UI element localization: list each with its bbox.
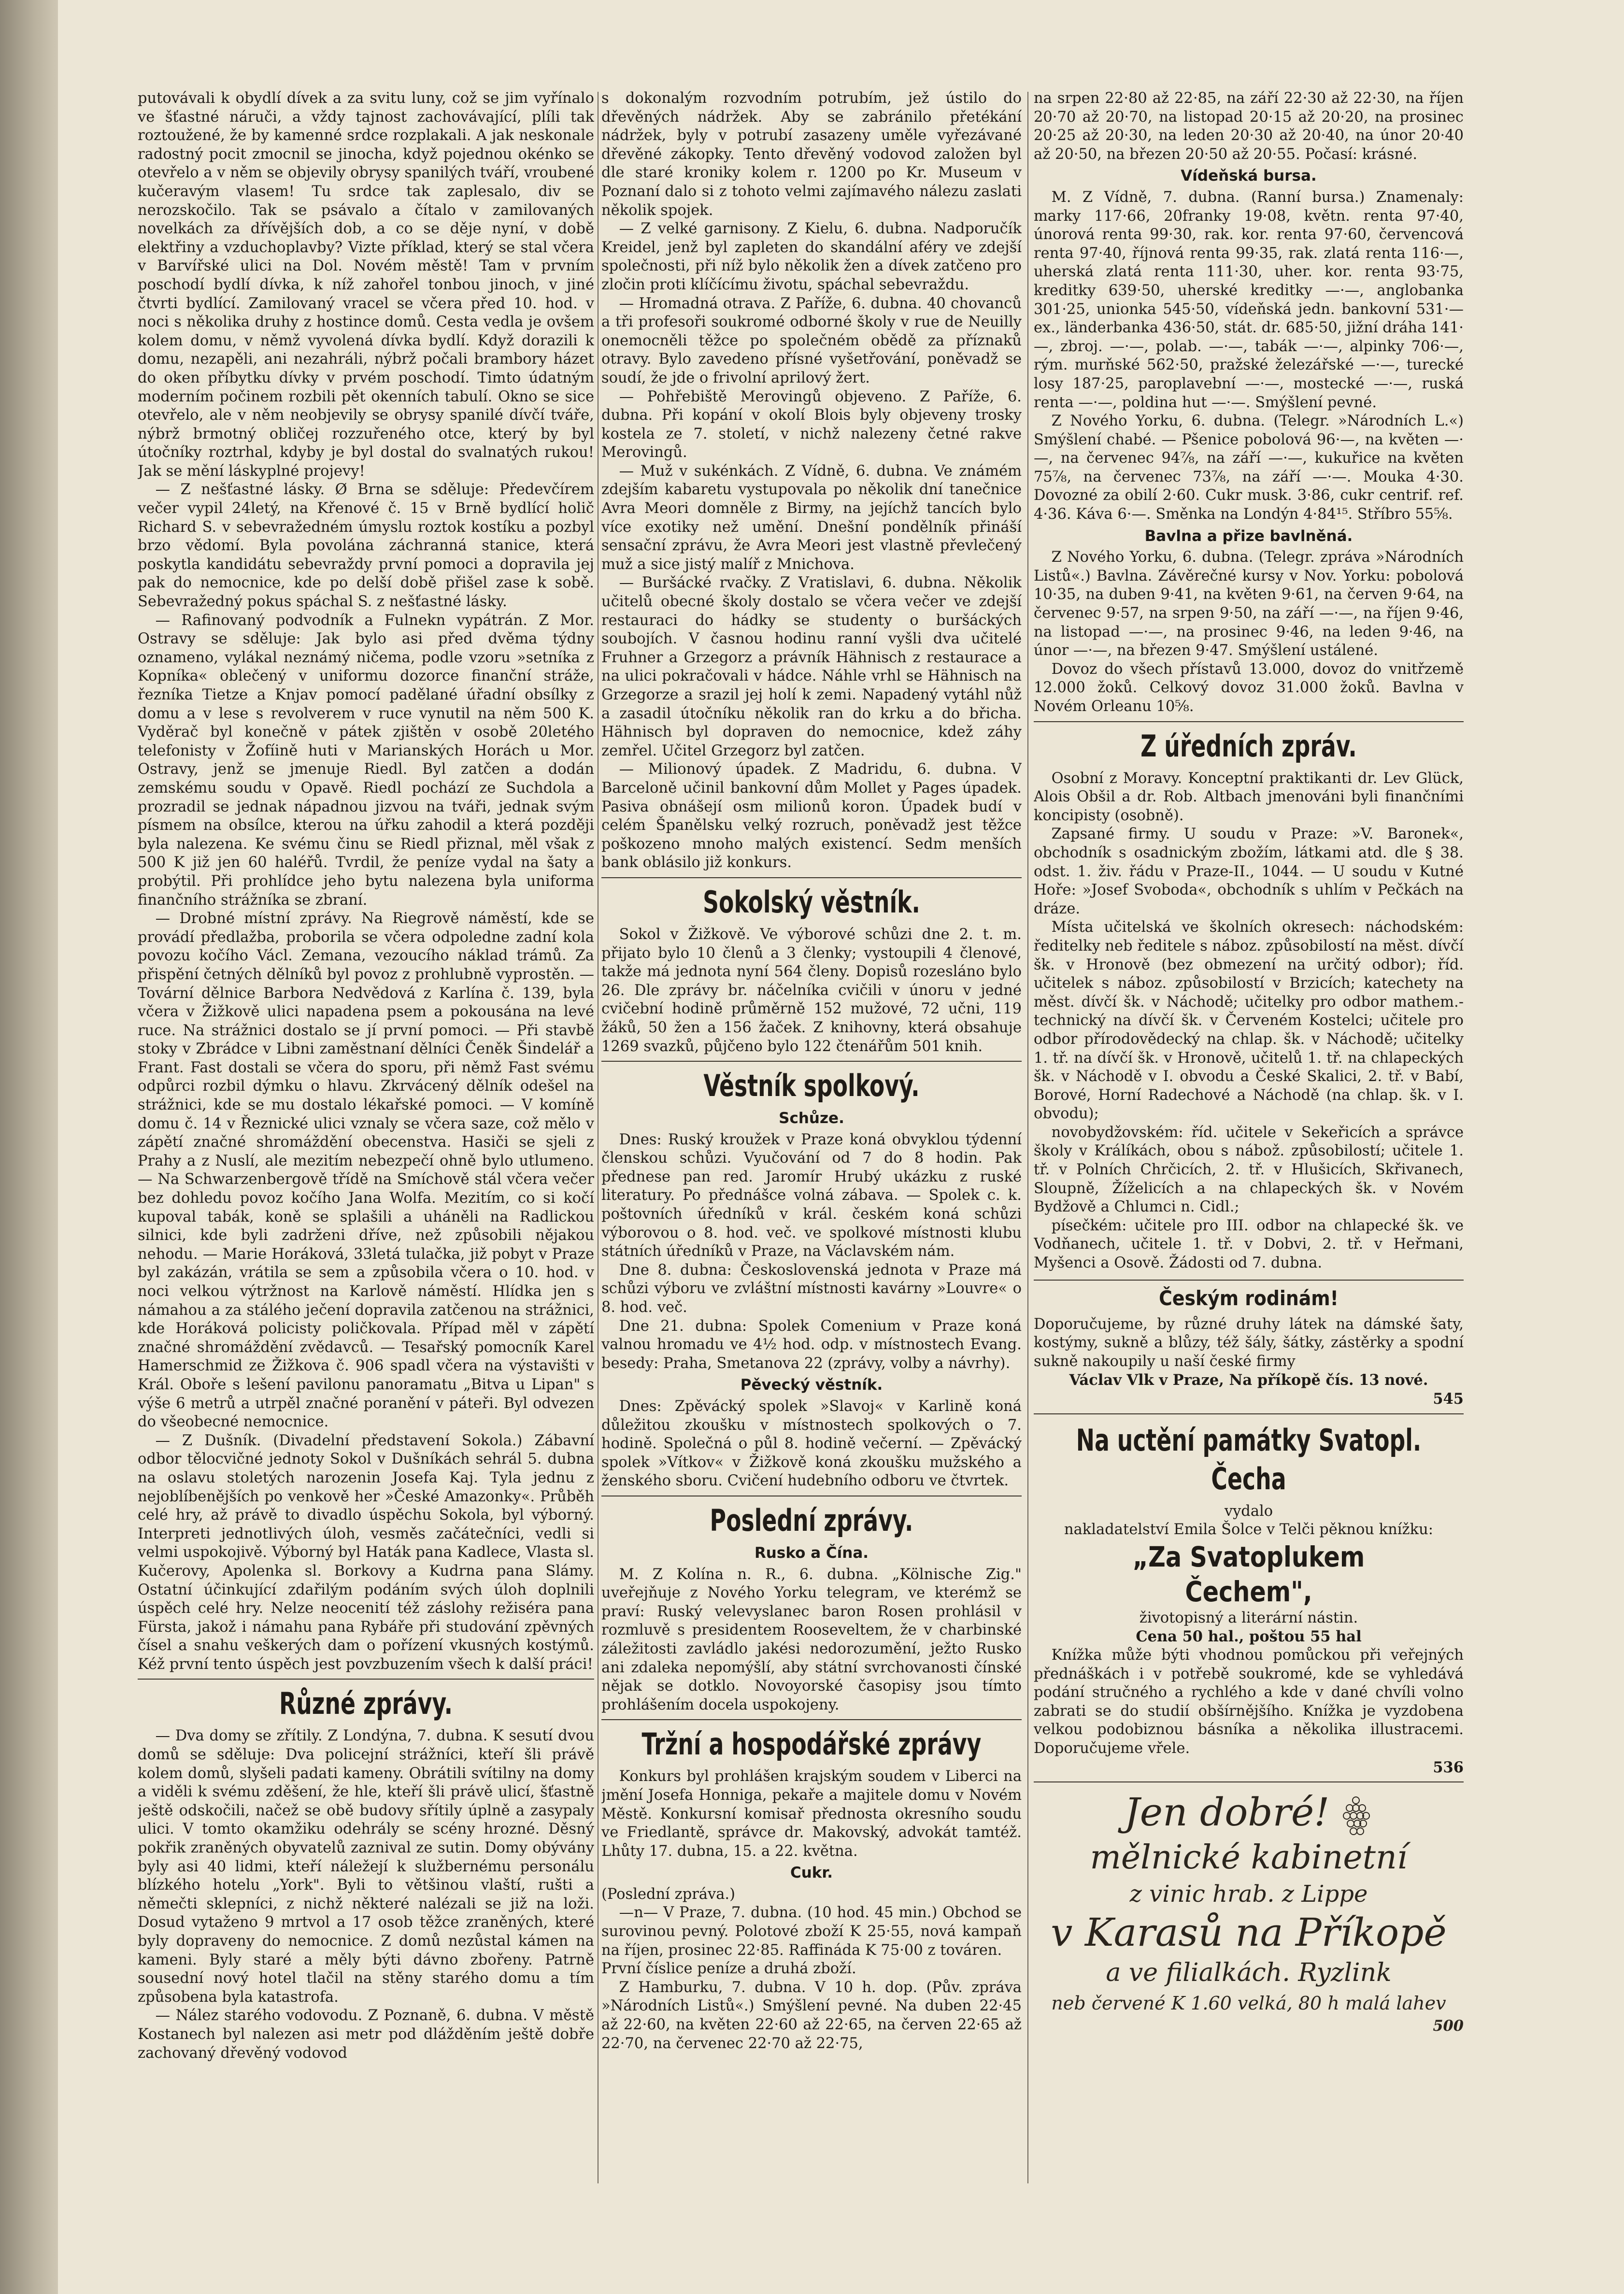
centered-note: První číslice peníze a druhá zboží.	[601, 1960, 856, 1978]
article-paragraph: novobydžovském: říd. učitele v Sekeřicích a správce školy v Králíkách, obou s nábož. způsobilostí; učitele 1. tř. v Polních Chrčicích, 2. tř. v Hlušicích, Skřivanech, Sloupně, Žíželicích a na chlapeckých šk. v Novém Bydžově a Chlumci n. Cidl.;	[1034, 1124, 1464, 1216]
divider	[1034, 1413, 1464, 1414]
article-paragraph: Dnes: Zpěvácký spolek »Slavoj« v Karlině koná důležitou zkoušku v místnostech spolkových o 7. hodině. Společná o půl 8. hodině večerní. — Zpěvácký spolek »Vítkov« v Žižkově koná zkoušku mužského a ženského sboru. Cvičení hudebního odboru ve čtvrtek.	[601, 1398, 1022, 1490]
ad-ceskym-rodinam	[1034, 1280, 1464, 1414]
ad-line: a ve filialkách. Ryzlink	[1106, 1958, 1392, 1988]
subheading: Vídeňská bursa.	[1181, 167, 1317, 185]
article-paragraph: s dokonalým rozvodním potrubím, jež ústilo do dřevěných nádržek. Aby se zabránilo přetékání nádržek, byly v potrubí zasazeny uměle vyřezávané dřevěné zákopky. Tento dřevěný vodovod založen byl dle staré kroniky kolem r. 1200 po Kr. Museum v Poznaní dalo si z tohoto velmi zajímavého nálezu zaslati několik spojek.	[601, 90, 1022, 219]
article-paragraph: Dne 21. dubna: Spolek Comenium v Praze koná valnou hromadu ve 4½ hod. odp. v místnostech Evang. besedy: Praha, Smetanova 22 (zprávy, volby a návrhy).	[601, 1317, 1022, 1372]
divider	[601, 1061, 1022, 1062]
ad-line: v Karasů na Příkopě	[1051, 1910, 1447, 1955]
grapes-icon	[1339, 1794, 1373, 1837]
article-paragraph: na srpen 22·80 až 22·85, na září 22·30 až 22·30, na říjen 20·70 až 20·70, na listopad 20·15 až 20·20, na prosinec 20·25 až 20·30, na leden 20·30 až 20·40, na únor 20·40 až 20·50, na březen 20·50 až 20·55. Počasí: krásné.	[1034, 90, 1464, 163]
article-paragraph: Z Nového Yorku, 6. dubna. (Telegr. »Národních L.«) Smýšlení chabé. — Pšenice pobolová 96·—, na květen —·—, na červenec 94⅞, na září —·—, kukuřice na květen 75⅞, na červenec 73⅞, na září —·—. Mouka 4·30. Dovozné za obilí 2·60. Cukr musk. 3·86, cukr centrif. ref. 4·36. Káva 6·—. Směnka na Londýn 4·84¹⁵. Stříbro 55⅝.	[1034, 413, 1464, 523]
ad-title: Českým rodinám!	[1159, 1286, 1339, 1310]
section-heading: Sokolský věstník.	[703, 884, 920, 920]
subheading: Bavlna a přize bavlněná.	[1144, 527, 1353, 545]
article-paragraph: — Rafinovaný podvodník a Fulnekn vypátrán. Z Mor. Ostravy se sděluje: Jak bylo asi před dvěma týdny oznameno, vylákal neznámý ničema, podle vzoru »setníka z Kopníka« oblečený v uniformu dozorce finanční stráže, řezníka Tietze a Knjav pomocí padělané úřadní obsílky z domu a v lese s revolverem v ruce vynutil na něm 500 K. Vyděrač byl konečně v pátek zjištěn v osobě 20letého telefonisty v Žofíině huti v Marianských Horách u Mor. Ostravy, jenž se jmenuje Riedl. Byl zatčen a dodán zemskému soudu v Opavě. Riedl pochází ze Suchdola a prozradil se jednak nápadnou jizvou na tváři, jednak svým písmem na obsílce, kterou na úřku zahodil a která později byla nalezena. Ke svému činu se Riedl přiznal, měl však z 500 K již jen 60 haléřů. Tvrdil, že peníze vydal na šaty a probýtil. Při prohlídce jeho bytu nalezena byla uniforma finančního strážníka se zbraní.	[138, 612, 594, 909]
article-paragraph: — Dva domy se zřítily. Z Londýna, 7. dubna. K sesutí dvou domů se sděluje: Dva policejní strážníci, kteří šli právě kolem domů, slyšeli padati kameny. Obrátili svítilny na domy a viděli k svému zděšení, že hle, kteří šli právě ulicí, šťastně ještě odskočili, načež se obě budovy sřítily úplně a zasypaly ulici. V tomto okamžiku odehrály se scény hrozné. Děsný pokřik zraněných obyvatelů zaznival ze sutin. Domy obývány byly asi 40 lidmi, kteří náležejí k službernému personálu blízkého hotelu „York". Byli to většinou vlaští, rušti a němečti sklepníci, z nichž některé nalézali se již na loži. Dosud vytaženo 9 mrtvol a 17 osob těžce zraněných, které byly dopraveny do nemocnice. Z domů nezůstal kámen na kameni. Byly staré a měly býti dávno zbořeny. Patrně sousední nový hotel tlačil na stěny starého domu a tím způsobena byla katastrofa.	[138, 1727, 594, 2006]
article-paragraph: Z Nového Yorku, 6. dubna. (Telegr. zpráva »Národních Listů«.) Bavlna. Závěrečné kursy v Nov. Yorku: pobolová 10·35, na duben 9·41, na květen 9·61, na červen 9·64, na červenec 9·57, na srpen 9·50, na září —·—, na říjen 9·46, na listopad —·—, na prosinec 9·46, na leden 9·46, na únor —·—, na březen 9·47. Smýšlení ustálené.	[1034, 549, 1464, 659]
section-heading: Poslední zprávy.	[710, 1502, 913, 1538]
article-paragraph: — Z velké garnisony. Z Kielu, 6. dubna. Nadporučík Kreidel, jenž byl zapleten do skandální aféry ve zdejší společnosti, při níž bylo několik žen a dívek zatčeno pro zločin proti klíčícímu životu, spáchal sebevraždu.	[601, 220, 1022, 293]
article-paragraph: — Drobné místní zprávy. Na Riegrově náměstí, kde se provádí předlažba, proborila se včera odpoledne zadní kola povozu kočího Václ. Zemana, vezoucího náklad trámů. Za přispění četných dělníků byl povoz z prohlubně vyprostěn. — Tovární dělnice Barbora Nedvědová z Karlína č. 139, byla včera v Žižkově ulici napadena psem a pokousána na levé ruce. Na strážnici dostalo se jí první pomoci. — Při stavbě stoky v Zbrádce v Libni zaměstnaní dělníci Čeněk Šindelář a Frant. Fast dostali se včera do sporu, při němž Fast svému odpůrci rozbil dýmku o hlavu. Zkrvácený dělník odešel na strážnici, kde se mu dostalo lékařské pomoci. — V komíně domu č. 14 v Řeznické ulici vznaly se včera saze, což mělo v zápětí značné shromáždění obecenstva. Hasiči se sjeli z Prahy a z Nuslí, ale mezitím nebezpečí ohně bylo utlumeno. — Na Schwarzenbergově třídě na Smíchově stál včera večer bez dohledu povoz kočího Jana Wolfa. Mezitím, co si kočí kupoval tabák, koně se splašili a uháněli na Radlickou silnici, kde byli zadrženi dříve, než způsobili nějakou nehodu. — Marie Horáková, 33letá tulačka, již pobyt v Praze byl zakázán, vrátila se sem a způsobila včera o 10. hod. v noci velkou výtržnost na Karlově náměstí. Hlídka jen s námahou a za stálého ječení dopravila zatčenou na strážnici, kde Horáková policisty poličkovala. Případ měl v zápětí značné shromáždění zvědavců. — Tesařský pomocník Karel Hamerschmid ze Žižkova č. 906 spadl včera na výstavišti v Král. Oboře s lešení pavilonu panoramatu „Bitva u Lipan" s výše 6 metrů a utrpěl značné poranění v páteři. Byl odvezen do všeobecné nemocnice.	[138, 910, 594, 1431]
ad-line: mělnické kabinetní	[1090, 1838, 1408, 1877]
ad-text: Doporučujeme, by různé druhy látek na dámské šaty, kostýmy, sukně a blůzy, též šály, šátky, zástěrky a spodní sukně nakoupily u naší české firmy	[1034, 1315, 1464, 1370]
ad-line: vydalo	[1224, 1502, 1273, 1520]
section-heading: Z úředních zpráv.	[1140, 728, 1357, 764]
article-paragraph: — Hromadná otrava. Z Paříže, 6. dubna. 40 chovanců a tři profesoři soukromé odborné školy v rue de Neuilly onemocněli těžce po společném obědě za příznaků otravy. Bylo zavedeno přísné vyšetřování, poněvadž se soudí, že jde o frivolní aprilový žert.	[601, 295, 1022, 386]
column-rule	[1027, 92, 1028, 2183]
divider	[1034, 1280, 1464, 1281]
subheading: Pěvecký věstník.	[740, 1376, 883, 1394]
article-paragraph: — Nález starého vodovodu. Z Poznaně, 6. dubna. V městě Kostanech byl nalezen asi metr pod dlážděním ještě dobře zachovaný dřevěný vodovod	[138, 2007, 594, 2062]
article-paragraph: Sokol v Žižkově. Ve výborové schůzi dne 2. t. m. přijato bylo 10 členů a 3 členky; vystoupili 4 členové, takže má jednota nyní 564 členy. Dopisů rozesláno bylo 26. Dle zprávy br. náčelníka cvičili v únoru v jedné cvičební hodině průměrně 152 mužové, 72 učni, 119 žáků, 50 žen a 156 žaček. Z knihovny, která obsahuje 1269 svazků, půjčeno bylo 122 čtenářům 501 knih.	[601, 926, 1022, 1055]
ad-number: 500	[1433, 2017, 1464, 2035]
divider	[1034, 721, 1464, 722]
article-paragraph: Místa učitelská ve školních okresech: náchodském: ředitelky neb ředitele s náboz. způsobilostí na měst. dívčí šk. v Hronově (bez obmezení na určitý odbor); říd. učitelek s náboz. způsobilostí v Brzicích; katechety na měst. dívčí šk. v Náchodě; učitelky pro odbor mathem.-technický na dívčí šk. v Červeném Kostelci; učitele pro odbor přírodovědecký na chlap. šk. v Náchodě; učitelky 1. tř. na dívčí šk. v Hronově, učitelů 1. tř. na chlapeckých šk. v Náchodě v I. obvodu a České Skalici, 2. tř. v Babí, Borové, Horní Radechové a Náchodě (na chlap. šk. v I. obvodu);	[1034, 919, 1464, 1123]
article-paragraph: M. Z Kolína n. R., 6. dubna. „Kölnische Zig." uveřejňuje z Nového Yorku telegram, ve kterémž se praví: Ruský velevyslanec baron Rosen prohlásil v rozmluvě s presidentem Rooseveltem, že v charbinské záležitosti zavládlo jakési nedorozumění, ježto Rusko ani zdaleka nepomýšlí, aby státní svrchovanosti čínské nějak se dotklo. Novoyorské časopisy jsou tímto prohlášením docela uspokojeny.	[601, 1566, 1022, 1713]
article-paragraph: putovávali k obydlí dívek a za svitu luny, což se jim vyřínalo ve šťastné náruči, a vždy tajnost zachovávající, plíli tak roztoužené, že by kamenné srdce rozplakali. A jak neskonale radostný pocit zmocnil se jinocha, když pojednou okénko se otevřelo a v něm se objevily obrysy spanilých tváří, vroubené kučeravým vlasem! Tu srdce tak zaplesalo, div se nerozskočilo. Tak se psávalo a čítalo v zamilovaných novelkách za dřívějších dob, a co se děje nyní, v době elektřiny a vzduchoplavby? Vizte příklad, který se stal včera v Barvířské ulici na Dol. Novém městě! Tam v prvním poschodí bydlí dívka, k níž zahořel tonbou jinoch, v jiné čtvrti bydlící. Zamilovaný vracel se včera před 10. hod. v noci s několika druhy z hostince domů. Cesta vedla je ovšem kolem domu, v němž vyvolená dívka bydlí. Když dorazili k domu, nezapěli, ani nezahráli, nýbrž počali brambory házet do oken příbytku dívky v prvém poschodí. Timto údatným moderním počinem rozbili pět okenních tabulí. Okno se sice otevřelo, ale v něm neobjevily se obrysy spanilé dívčí tváře, nýbrž brmotný obličej rozzuřeného otce, který by byl útočníky roztrhal, kdyby je byl dostal do svalnatých rukou! Jak se mění láskyplné projevy!	[138, 90, 594, 480]
ad-line: z vinic hrab. z Lippe	[1129, 1881, 1368, 1908]
ad-line: životopisný a literární nástin.	[1139, 1609, 1358, 1626]
article-paragraph: — Muž v sukénkách. Z Vídně, 6. dubna. Ve známém zdejším kabaretu vystupovala po několik dní tanečnice Avra Meori domněle z Birmy, na jejíchž tancích bylo více exotiky než umění. Dnešní pondělník přináší sensační zprávu, že Avra Meori jest vlastně převlečený muž a sice jistý malíř z Mnichova.	[601, 462, 1022, 573]
ad-line: nakladatelství Emila Šolce v Telči pěknou knížku:	[1064, 1521, 1433, 1539]
article-paragraph: — Buršácké rvačky. Z Vratislavi, 6. dubna. Několik učitelů obecné školy dostalo se včera večer ve zdejší restauraci do hádky se studenty o buršáckých soubojích. V časnou hodinu ranní vyšli dva učitelé Fruhner a Grzegorz a právník Hähnisch z restaurace a na ulici pokračovali v hádce. Náhle vrhl se Hähnisch na Grzegorze a srazil jej holí k zemi. Napadený vytáhl nůž a zasadil útočníku několik ran do krku a do břicha. Hähnisch byl dopraven do nemocnice, kdež záhy zemřel. Učitel Grzegorz byl zatčen.	[601, 574, 1022, 759]
article-paragraph: — Milionový úpadek. Z Madridu, 6. dubna. V Barceloně učinil bankovní dům Mollet y Pages úpadek. Pasiva obnášejí osm milionů koron. Úpadek budí v celém Španělsku velký rozruch, poněvadž jest těžce poškozeno mnoho malých existencí. Sedm menších bank oblásilo již konkurs.	[601, 761, 1022, 871]
article-paragraph: M. Z Vídně, 7. dubna. (Ranní bursa.) Znamenaly: marky 117·66, 20franky 19·08, květn. renta 97·40, únorová renta 99·30, rak. kor. renta 97·60, červencová renta 97·40, říjnová renta 99·35, rak. zlatá renta 116·—, uherská zlatá renta 111·30, uher. kor. renta 93·75, kreditky 639·50, uherské kreditky —·—, anglobanka 301·25, unionka 545·50, vídeňská jedn. bankovní 531·— ex., länderbanka 436·50, stát. dr. 685·50, jižní dráha 141·—, zbroj. —·—, polab. —·—, tabák —·—, alpinky 706·—, rým. murňské 562·50, pražské železářské —·—, turecké losy 187·25, paroplavební —·—, mostecké —·—, ruská renta —·—, poldina hut —·—. Smýšlení pevné.	[1034, 188, 1464, 411]
divider	[1034, 1781, 1464, 1782]
article-paragraph: Osobní z Moravy. Konceptní praktikanti dr. Lev Glück, Alois Obšil a dr. Rob. Altbach jmenováni byli finančními koncipisty (osobně).	[1034, 769, 1464, 824]
article-paragraph: —n— V Praze, 7. dubna. (10 hod. 45 min.) Obchod se surovinou pevný. Polotové zboží K 25·55, nová kampaň na říjen, prosinec 22·85. Raffináda K 75·00 z továren.	[601, 1904, 1022, 1959]
subheading: Rusko a Čína.	[754, 1544, 869, 1562]
subheading: Cukr.	[790, 1864, 833, 1882]
article-paragraph: — Z nešťastné lásky. Ø Brna se sděluje: Předevčírem večer vypil 24letý, na Křenové č. 15 v Brně bydlící holič Richard S. v sebevražedném úmyslu roztok kostíku a pozbyl brzo vědomí. Byla povolána záchranná stanice, která poskytla kandidátu sebevraždy první pomoci a dopravila jej pak do nemocnice, kde po delší době přišel zase k sobě. Sebevražedný pokus spáchal S. z nešťastné lásky.	[138, 481, 594, 611]
column-3	[1034, 89, 1464, 2191]
article-paragraph: Dovoz do všech přístavů 13.000, dovoz do vnitřzemě 12.000 žoků. Celkový dovoz 31.000 žoků. Bavlna v Novém Orleanu 10⅝.	[1034, 660, 1464, 715]
ad-firm: Václav Vlk v Praze, Na příkopě čís. 13 nové.	[1069, 1371, 1428, 1389]
ad-title: Na uctění památky Svatopl. Čecha	[1076, 1422, 1422, 1496]
section-heading: Tržní a hospodářské zprávy	[641, 1726, 982, 1762]
article-paragraph: Konkurs byl prohlášen krajským soudem v Liberci na jmění Josefa Honniga, pekaře a majitele domu v Novém Městě. Konkursní komisař přednosta okresního soudu ve Friedlantě, správce dr. Makovský, advokát tamtéž. Lhůty 17. dubna, 15. a 22. května.	[601, 1768, 1022, 1860]
ad-wine	[1034, 1789, 1464, 2036]
binding-gutter	[0, 0, 58, 2294]
article-paragraph: — Pohřebiště Merovingů objeveno. Z Paříže, 6. dubna. Při kopání v okolí Blois byly objeveny trosky kostela ze 7. století, v nichž nalezeny četné rakve Merovingů.	[601, 388, 1022, 461]
column-1	[138, 89, 594, 2191]
article-paragraph: písečkém: učitele pro III. odbor na chlapecké šk. ve Vodňanech, učitele 1. tř. v Dobvi, 2. tř. v Heřmani, Myšenci a Osově. Žádosti od 7. dubna.	[1034, 1217, 1464, 1272]
centered-note: (Poslední zpráva.)	[601, 1885, 735, 1903]
article-paragraph: — Z Dušník. (Divadelní představení Sokola.) Zábavní odbor tělocvičné jednoty Sokol v Dušníkách sehrál 5. dubna na oslavu stoletých narozenin Josefa Kaj. Tyla jednu z nejoblíbenějších po venkově her »České Amazonky«. Průběh celé hry, až právě to divadlo úspěchu Sokola, byl výborný. Interpreti jednotlivých úloh, vesměs začátečníci, vedli si velmi uspokojivě. Výborný byl Haták pana Kadlece, Vlasta sl. Kučerovy, Apolenka sl. Borkovy a Kudrna pana Slámy. Ostatní účinkující zdařilým podáním svých úloh doplnili úspěch celé hry. Nelze neocenití též záslohy režiséra pana Fürsta, jakož i námahu pana Rybáře při studování zpěvných čísel a snahu veškerých dam o pořízení vkusných kostýmů. Kéž první tento úspěch jest povzbuzením všech k další práci!	[138, 1432, 594, 1673]
divider	[601, 877, 1022, 878]
ad-line: Jen dobré!	[1034, 1789, 1464, 1837]
article-paragraph: Z Hamburku, 7. dubna. V 10 h. dop. (Pův. zpráva »Národních Listů«.) Smýšlení pevné. Na duben 22·45 až 22·60, na květen 22·60 až 22·65, na červen 22·65 až 22·70, na červenec 22·70 až 22·75,	[601, 1979, 1022, 2052]
section-heading: Různé zprávy.	[279, 1686, 453, 1722]
ad-svatopluk-cech	[1034, 1421, 1464, 1783]
ad-number: 536	[1433, 1758, 1464, 1776]
ad-line: neb červené K 1.60 velká, 80 h malá lahev	[1051, 1993, 1446, 2014]
divider	[138, 1679, 594, 1680]
article-paragraph: Zapsané firmy. U soudu v Praze: »V. Baronek«, obchodník s osadnickým zbožím, látkami atd. dle § 38. odst. 1. živ. řádu v Praze-II., 1044. — U soudu v Kutné Hoře: »Josef Svoboda«, obchodník s uhlím v Pečkách na dráze.	[1034, 826, 1464, 917]
ad-price: Cena 50 hal., poštou 55 hal	[1136, 1628, 1362, 1646]
ad-book-title: „Za Svatoplukem Čechem",	[1132, 1540, 1365, 1608]
section-heading: Věstník spolkový.	[703, 1068, 920, 1104]
ad-number: 545	[1433, 1390, 1464, 1408]
subheading: Schůze.	[779, 1110, 844, 1127]
ad-text: Knížka může býti vhodnou pomůckou při veřejných přednáškách i v potřebě soukromé, kde se vyhledává podání stručného a rychlého a kde v dané chvíli volno zabrati se do studií obšírnějšího. Knížka je vyzdobena velkou podobiznou básníka a několika illustracemi. Doporučujeme vřele.	[1034, 1646, 1464, 1757]
article-paragraph: Dnes: Ruský kroužek v Praze koná obvyklou týdenní členskou schůzi. Vyučování od 7 do 8 hodin. Pak přednese pan red. Jaromír Hrubý ukázku z ruské literatury. Po přednášce volná zábava. — Spolek c. k. poštovních úředníků v král. českém koná schůzi výborovou o 8. hod. več. ve spolkové místnosti klubu státních úředníků v Praze, na Václavském nám.	[601, 1131, 1022, 1260]
article-paragraph: Dne 8. dubna: Československá jednota v Praze má schůzi výboru ve zvláštní místnosti kavárny »Louvre« o 8. hod. več.	[601, 1261, 1022, 1316]
divider	[601, 1719, 1022, 1720]
column-2	[601, 89, 1022, 2191]
